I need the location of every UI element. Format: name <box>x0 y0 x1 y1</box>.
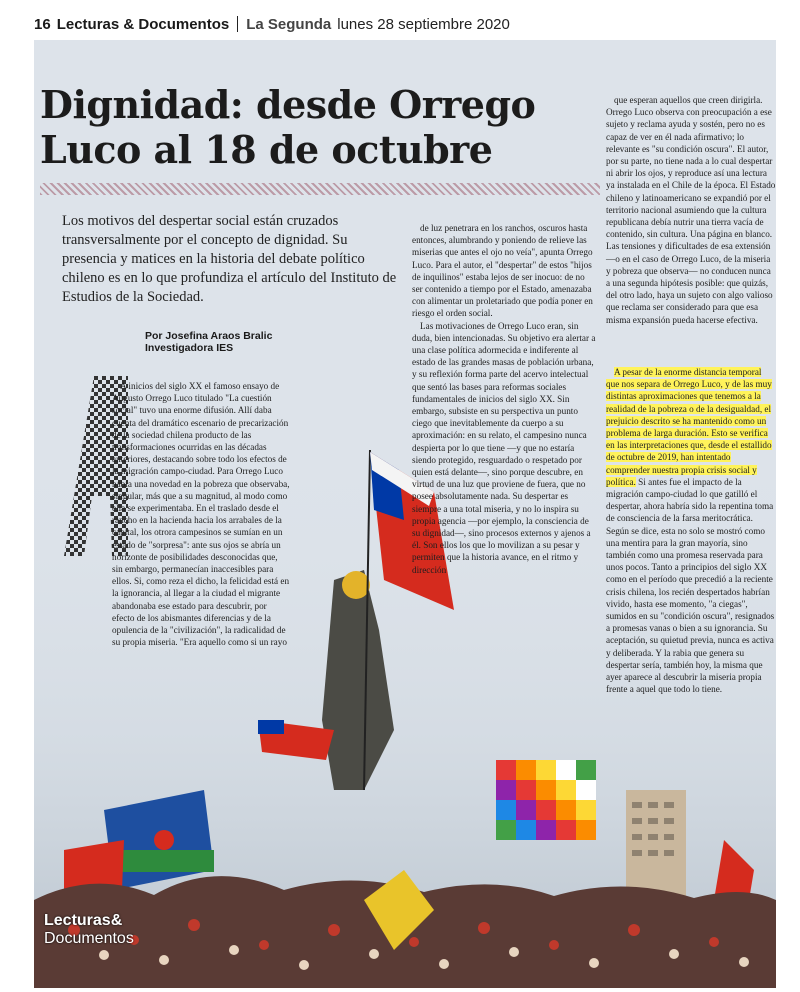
headline-line-2: Luco al 18 de octubre <box>40 127 493 172</box>
publication-date: lunes 28 septiembre 2020 <box>337 15 510 33</box>
col3-paragraph: que esperan aquellos que creen dirigirla. Orrego Luco observa con preocupación a ese sujeto y reclama ayuda y sostén, pero no es capaz de ver en él nada afirmativo; lo relevante es "su condición oscura". El autor, por su parte, no tiene nada a lo cual despertar ni abrir los ojos, y reproduce así una lectura ya instalada en el Chile de la época. El Estado chileno y latinoamericano se expandió por el territorio nacional asumiendo que la cultura republicana debía nutrir una tierra vacía de contenido, sin cultura. Una página en blanco. Las tensiones y dificultades de esa extensión —o en el caso de Orrego Luco, de la miseria y pobreza que observa— no conducen nunca a una segunda hipótesis posible: que quizás, del otro lado, haya un sujeto con algo valioso que reclama ser considerado para que esa misma expansión pueda hacerse efectiva. <box>606 95 776 325</box>
column-3 <box>606 94 776 358</box>
col1-paragraph: A inicios del siglo XX el famoso ensayo de Augusto Orrego Luco titulado "La cuestión social" tuvo una enorme difusión. Allí daba cuenta del dramático escenario de precarización de la sociedad chilena producto de las transformaciones ocurridas en las décadas anteriores, destacando sobre todo los efectos de la migración campo-ciudad. Para Orrego Luco había una novedad en la pobreza que observaba, singular, más que a su magnitud, al modo como ella se experimentaba. En el traslado desde el rancho en la hacienda hacia los arrabales de la capital, los otrora campesinos se sumían en un estado de "sorpresa": ante sus ojos se abría un horizonte de posibilidades desconocidas que, sin embargo, permanecían inaccesibles para ellos. Si, como reza el dicho, la felicidad está en la ignorancia, al llegar a la ciudad el migrante abandonaba ese estado para descubrir, por efecto de los abismantes diferencias y de la opulencia de la "civilización", la radicalidad de su propia miseria. "Era aquello como si un rayo <box>112 381 290 648</box>
col4-continuation: Si antes fue el impacto de la migración campo-ciudad lo que gatilló el despertar, ahora habría sido la repentina toma de consciencia de la farsa meritocrática. Según se dice, esta no solo se mostró como una mentira para la gran mayoría, sino también como una promesa reservada para unos pocos. Tanto a principios del siglo XX como en el período que precedió a la reciente crisis chilena, los recién despertados habrían vivido, hasta ese momento, "a ciegas", sumidos en su "condición oscura", resignados a promesas vanas o bien a su ignorancia. Su aceptación, su quietud previa, nunca es activa y deliberada. Y la rabia que genera su despertar sería, también hoy, la misma que ayer aparece al descubrir la miseria propia frente a aquel que todo lo tiene. <box>606 476 775 695</box>
headline-rule <box>40 183 600 195</box>
column-4 <box>606 366 776 756</box>
article-lead: Los motivos del despertar social están cruzados transversalmente por el concepto de dignidad. Su presencia y matices en la historia del debate político chileno es en lo que profundiza el artículo del Instituto de Estudios de la Sociedad. <box>62 213 397 305</box>
logo-line-1: Lecturas <box>44 912 111 929</box>
highlighted-passage: A pesar de la enorme distancia temporal que nos separa de Orrego Luco, y de las muy distintas aproximaciones que tenemos a la realidad de la pobreza o de la desigualdad, el prejuicio descrito se ha mantenido como un problema de larga duración. Esto se verifica en las interpretaciones que, desde el estallido de octubre de 2019, han intentado comprender nuestra propia crisis social y política. <box>606 367 772 487</box>
section-name: Lecturas & Documentos <box>56 15 230 33</box>
article-headline <box>40 82 600 172</box>
column-2 <box>412 222 597 575</box>
page-number: 16 <box>34 15 51 33</box>
header-divider <box>237 16 238 32</box>
yellow-flag <box>342 571 370 599</box>
headline-line-1: Dignidad: desde Orrego <box>40 82 536 127</box>
col4-paragraph <box>606 366 776 695</box>
logo-ampersand: & <box>110 912 123 929</box>
byline-author: Por Josefina Araos Bralic <box>145 330 273 342</box>
page-header <box>34 12 774 36</box>
col2-paragraph-2: Las motivaciones de Orrego Luco eran, sin duda, bien intencionadas. Su objetivo era alertar a una clase política adormecida e indiferente al estado de las grandes masas de población urbana, y su reflexión forma parte del acervo intelectual que sentó las bases para reformas sociales fundamentales de inicios del siglo XX. Sin embargo, subsiste en su perspectiva un punto ciego que inevitablemente da cuerpo a su aproximación: en su relato, el campesino nunca despierta por lo que tiene —y que no estaría siendo protegido, resguardado o respetado por quien está delante—, sino porque descubre, en virtud de una luz que proviene de fuera, que no posee absolutamente nada. Su despertar es siempre a una total miseria, y no lo inspira su propia agencia —por ejemplo, la consciencia de su dignidad—, sino procesos externos y ajenos a él. Son ellos los que lo movilizan a su pesar y permiten que la historia avance, en el ritmo y dirección <box>412 320 596 575</box>
logo-line-2: Documentos <box>44 930 134 947</box>
byline <box>145 330 272 354</box>
section-logo <box>44 912 134 948</box>
col2-paragraph-1: de luz penetrara en los ranchos, oscuros hasta entonces, alumbrando y poniendo de relieve las miserias que antes el ojo no veía", apunta Orrego Luco. Para el autor, el "despertar" de estos "hijos de inquilinos" estaba lejos de ser inocuo: de no ser contenido a tiempo por el Estado, amenazaba con alimentar un proletariado que podía poner en riesgo el orden social. <box>412 223 593 319</box>
byline-role: Investigadora IES <box>145 342 234 354</box>
publication-name: La Segunda <box>246 15 332 33</box>
column-1 <box>112 380 290 730</box>
wiphala-flag <box>496 760 596 840</box>
